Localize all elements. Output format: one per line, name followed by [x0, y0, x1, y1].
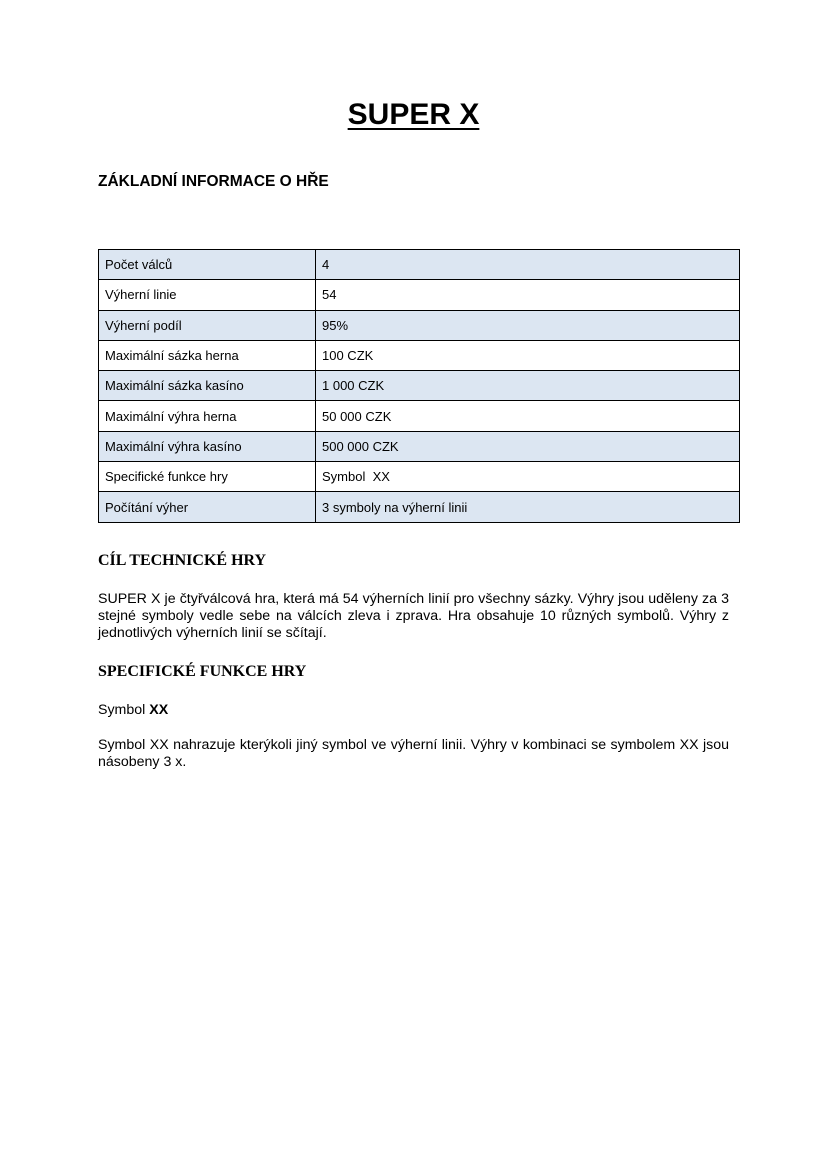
row-label: Výherní podíl: [99, 310, 316, 340]
row-label: Počet válců: [99, 250, 316, 280]
section-heading-features: SPECIFICKÉ FUNKCE HRY: [98, 663, 307, 680]
game-info-table: [98, 249, 740, 523]
row-label: Maximální výhra kasíno: [99, 431, 316, 461]
document-title: SUPER X: [347, 98, 480, 131]
table-row: [99, 431, 740, 461]
row-value: 50 000 CZK: [316, 401, 740, 431]
table-row: [99, 401, 740, 431]
row-label: Počítání výher: [99, 492, 316, 522]
row-value: 1 000 CZK: [316, 371, 740, 401]
table-row: [99, 340, 740, 370]
row-value: 95%: [316, 310, 740, 340]
table-row: [99, 310, 740, 340]
row-label: Specifické funkce hry: [99, 462, 316, 492]
row-value: 3 symboly na výherní linii: [316, 492, 740, 522]
symbol-title: [98, 702, 729, 719]
row-value: Symbol XX: [316, 462, 740, 492]
symbol-paragraph: Symbol XX nahrazuje kterýkoli jiný symbol ve výherní linii. Výhry v kombinaci se symbolem XX jsou násobeny 3 x.: [98, 737, 729, 770]
symbol-name: XX: [149, 702, 169, 718]
table-row: [99, 492, 740, 522]
row-value: 500 000 CZK: [316, 431, 740, 461]
table-row: [99, 250, 740, 280]
row-label: Maximální sázka kasíno: [99, 371, 316, 401]
row-label: Výherní linie: [99, 280, 316, 310]
table-row: [99, 371, 740, 401]
goal-paragraph: SUPER X je čtyřválcová hra, která má 54 výherních linií pro všechny sázky. Výhry jsou uděleny za 3 stejné symboly vedle sebe na válcích zleva i zprava. Hra obsahuje 10 různých symbolů. Výhry z jednotlivých výherních linií se sčítají.: [98, 591, 729, 641]
row-label: Maximální sázka herna: [99, 340, 316, 370]
section-heading-goal: CÍL TECHNICKÉ HRY: [98, 552, 267, 569]
table-row: [99, 462, 740, 492]
row-label: Maximální výhra herna: [99, 401, 316, 431]
row-value: 4: [316, 250, 740, 280]
table-row: [99, 280, 740, 310]
row-value: 100 CZK: [316, 340, 740, 370]
symbol-label: Symbol: [98, 702, 146, 718]
row-value: 54: [316, 280, 740, 310]
section-heading-basic-info: ZÁKLADNÍ INFORMACE O HŘE: [98, 173, 329, 190]
